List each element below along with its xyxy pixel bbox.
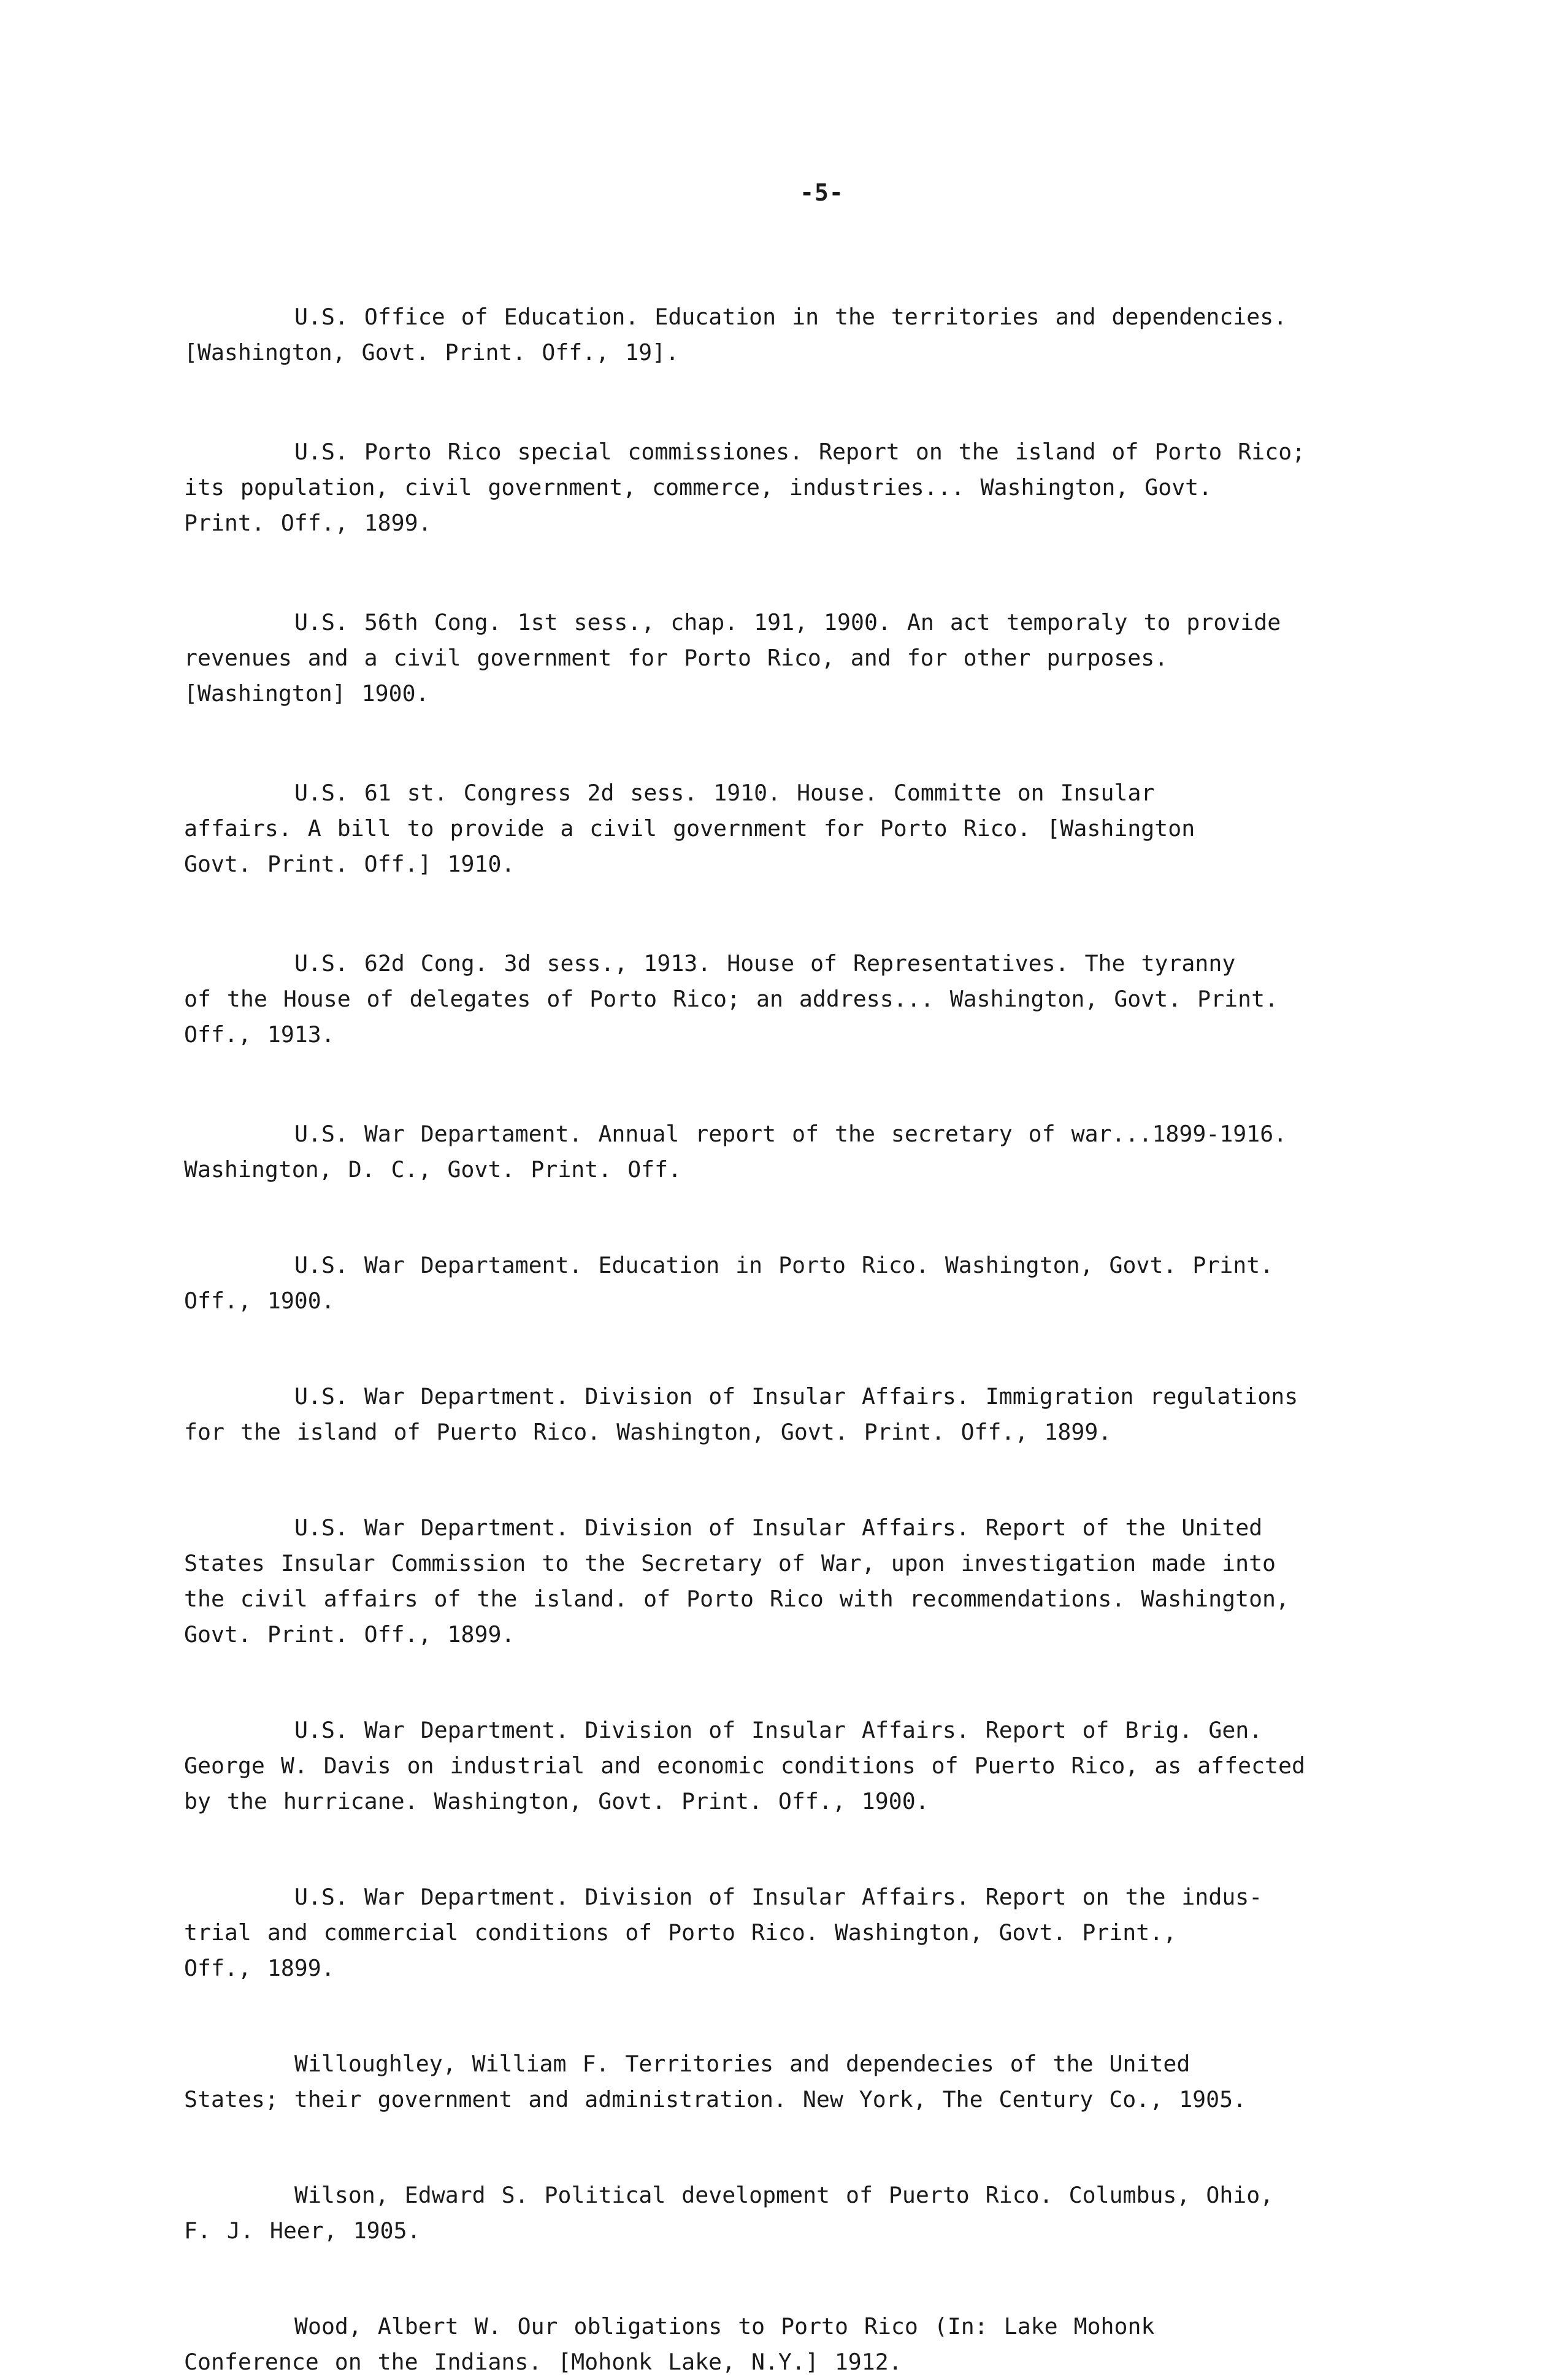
bibliography-list [184, 299, 1447, 2380]
entry-line: F. J. Heer, 1905. [184, 2217, 421, 2244]
entry-line: for the island of Puerto Rico. Washington, Govt. Print. Off., 1899. [184, 1419, 1112, 1445]
entry-line: affairs. A bill to provide a civil government for Porto Rico. [Washington [184, 815, 1195, 842]
bibliography-entry [184, 1713, 1447, 1819]
entry-line: U.S. 62d Cong. 3d sess., 1913. House of Representatives. The tyranny [294, 950, 1236, 977]
entry-line: George W. Davis on industrial and economic conditions of Puerto Rico, as affected [184, 1752, 1305, 1779]
entry-line: U.S. Office of Education. Education in the territories and dependencies. [294, 304, 1287, 330]
bibliography-entry [184, 2309, 1447, 2380]
entry-line: Off., 1900. [184, 1288, 335, 1314]
entry-line: U.S. Porto Rico special commissiones. Report on the island of Porto Rico; [294, 439, 1306, 465]
entry-line: States; their government and administration. New York, The Century Co., 1905. [184, 2086, 1247, 2113]
entry-line: Print. Off., 1899. [184, 510, 432, 536]
entry-line: U.S. War Departament. Annual report of the secretary of war...1899-1916. [294, 1121, 1287, 1147]
entry-line: Conference on the Indians. [Mohonk Lake, N.Y.] 1912. [184, 2349, 902, 2375]
bibliography-entry [184, 1379, 1447, 1450]
entry-line: U.S. 61 st. Congress 2d sess. 1910. House. Committe on Insular [294, 780, 1155, 806]
entry-line: by the hurricane. Washington, Govt. Print. Off., 1900. [184, 1788, 929, 1814]
entry-line: U.S. War Department. Division of Insular Affairs. Immigration regulations [294, 1383, 1298, 1410]
page-number: -5- [800, 179, 844, 206]
entry-line: [Washington] 1900. [184, 680, 429, 707]
entry-line: its population, civil government, commerce, industries... Washington, Govt. [184, 474, 1213, 501]
entry-line: trial and commercial conditions of Porto Rico. Washington, Govt. Print., [184, 1919, 1177, 1946]
entry-line: Wood, Albert W. Our obligations to Porto Rico (In: Lake Mohonk [294, 2313, 1155, 2340]
bibliography-entry [184, 1116, 1447, 1188]
entry-line: Off., 1913. [184, 1021, 335, 1048]
entry-line: States Insular Commission to the Secretary of War, upon investigation made into [184, 1550, 1276, 1576]
entry-line: U.S. War Department. Division of Insular Affairs. Report on the indus- [294, 1884, 1263, 1910]
entry-line: Washington, D. C., Govt. Print. Off. [184, 1156, 682, 1183]
bibliography-entry [184, 434, 1447, 541]
bibliography-entry [184, 1248, 1447, 1319]
bibliography-entry [184, 2178, 1447, 2249]
bibliography-entry [184, 2046, 1447, 2117]
bibliography-entry [184, 1879, 1447, 1986]
bibliography-entry [184, 1510, 1447, 1653]
entry-line: U.S. War Departament. Education in Porto Rico. Washington, Govt. Print. [294, 1252, 1274, 1278]
entry-line: U.S. War Department. Division of Insular Affairs. Report of the United [294, 1514, 1263, 1541]
entry-line: Wilson, Edward S. Political development of Puerto Rico. Columbus, Ohio, [294, 2182, 1274, 2208]
entry-line: U.S. War Department. Division of Insular Affairs. Report of Brig. Gen. [294, 1717, 1263, 1743]
entry-line: U.S. 56th Cong. 1st sess., chap. 191, 1900. An act temporaly to provide [294, 609, 1281, 635]
bibliography-entry [184, 775, 1447, 882]
entry-line: revenues and a civil government for Porto Rico, and for other purposes. [184, 645, 1168, 671]
entry-line: Govt. Print. Off., 1899. [184, 1621, 515, 1648]
entry-line: Govt. Print. Off.] 1910. [184, 851, 515, 877]
entry-line: [Washington, Govt. Print. Off., 19]. [184, 339, 680, 366]
entry-line: the civil affairs of the island. of Porto Rico with recommendations. Washington, [184, 1586, 1289, 1612]
bibliography-entry [184, 299, 1447, 370]
entry-line: Willoughley, William F. Territories and dependecies of the United [294, 2051, 1190, 2077]
entry-line: of the House of delegates of Porto Rico; an address... Washington, Govt. Print. [184, 986, 1279, 1012]
bibliography-entry [184, 605, 1447, 712]
entry-line: Off., 1899. [184, 1955, 335, 1981]
bibliography-entry [184, 946, 1447, 1053]
